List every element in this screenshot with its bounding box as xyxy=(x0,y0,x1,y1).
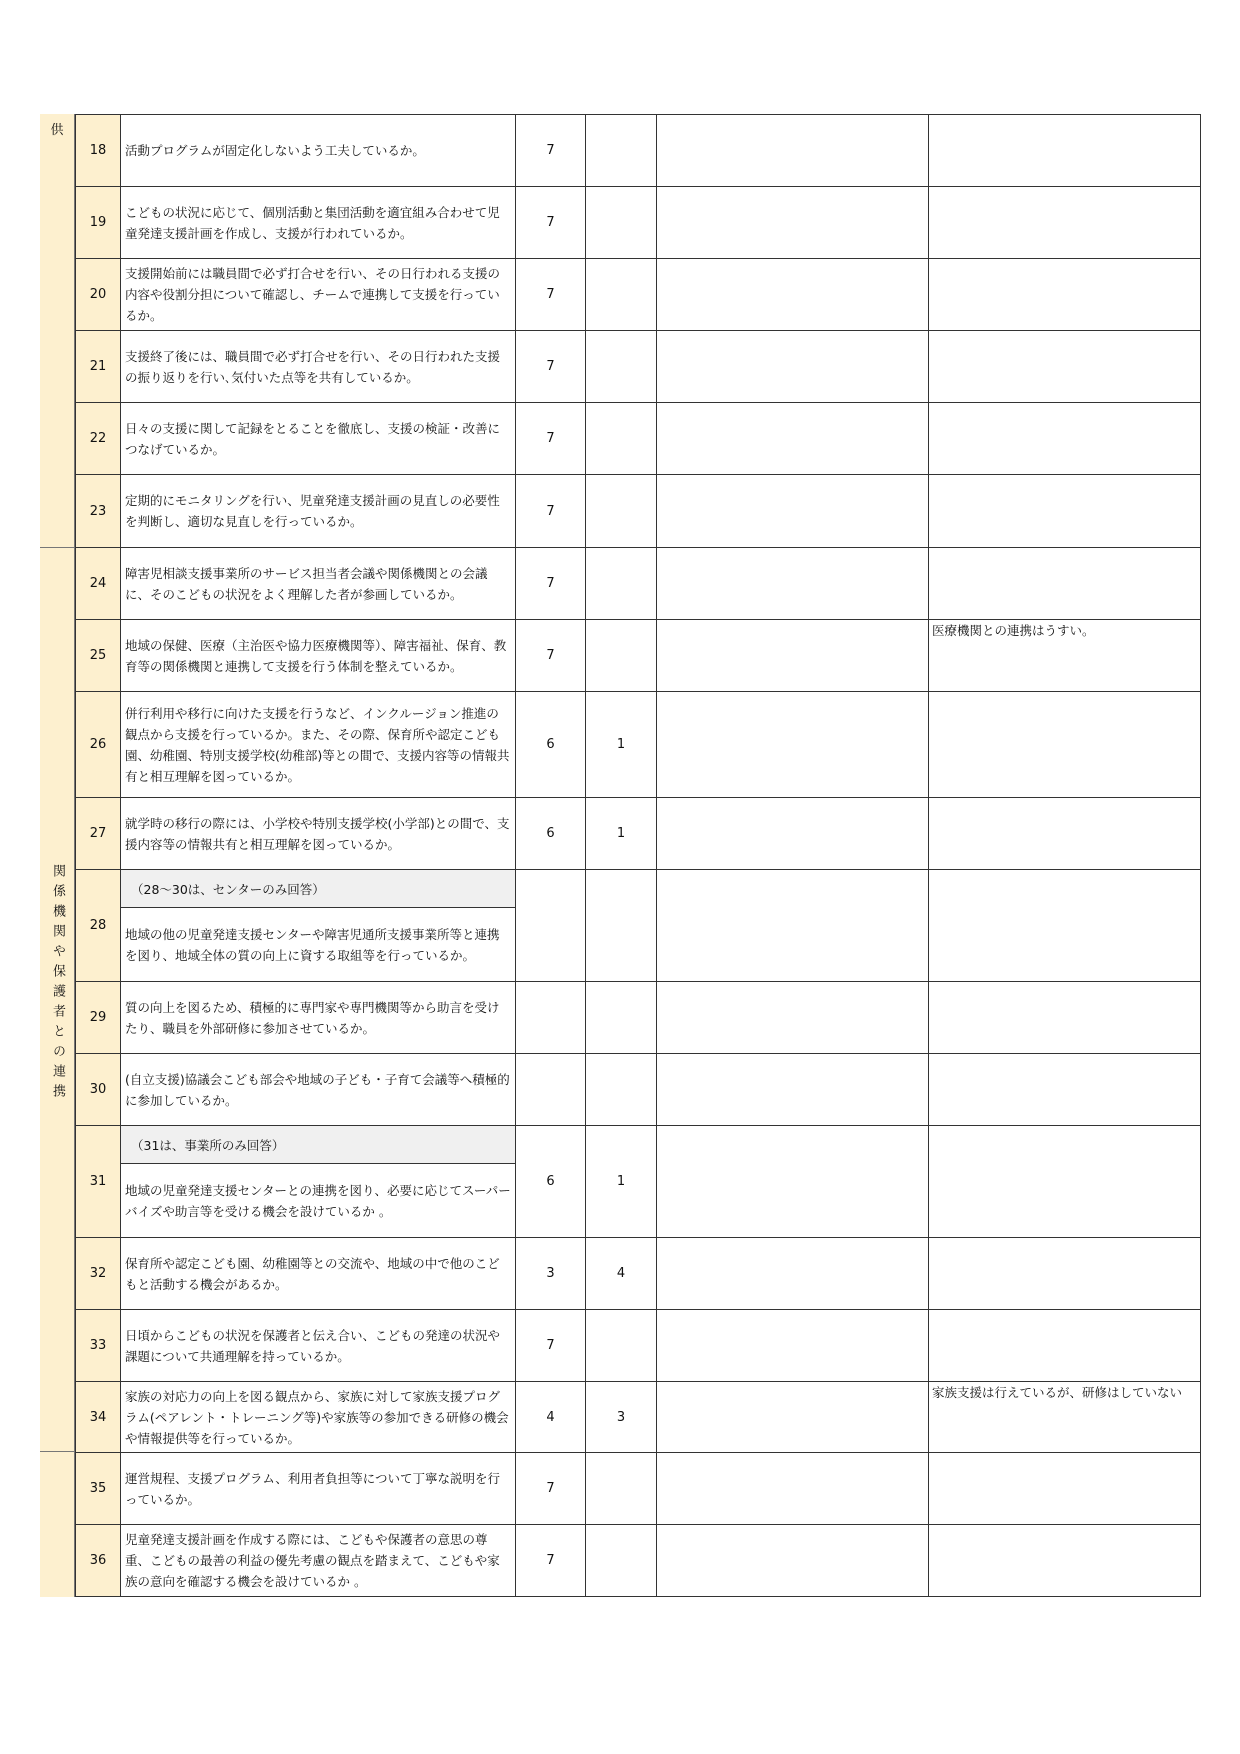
row-27-comment xyxy=(928,797,1201,870)
row-26-blank xyxy=(656,691,929,798)
row-28-blank xyxy=(656,869,929,982)
row-28-comment xyxy=(928,869,1201,982)
row-31-no: 1 xyxy=(585,1125,657,1238)
row-21-question xyxy=(120,330,516,403)
row-23-comment xyxy=(928,474,1201,548)
row-20-number: 20 xyxy=(75,258,121,331)
row-20-question xyxy=(120,258,516,331)
row-32-blank xyxy=(656,1237,929,1310)
row-19-comment xyxy=(928,186,1201,259)
row-23-question-text: 定期的にモニタリングを行い、児童発達支援計画の見直しの必要性を判断し、適切な見直しを行っているか。 xyxy=(125,493,500,529)
row-22-yes: 7 xyxy=(515,402,586,475)
section-label-support: 供 xyxy=(50,123,64,138)
row-34-question-text: 家族の対応力の向上を図る観点から、家族に対して家族支援プログラム(ペアレント・トレーニング等)や家族等の参加できる研修の機会や情報提供等を行っているか。 xyxy=(125,1388,509,1446)
row-21-number: 21 xyxy=(75,330,121,403)
row-35-no xyxy=(585,1452,657,1525)
row-31-question xyxy=(120,1163,516,1238)
row-27-blank xyxy=(656,797,929,870)
row-29-question-text: 質の向上を図るため、積極的に専門家や専門機関等から助言を受けたり、職員を外部研修に参加させているか。 xyxy=(125,999,500,1036)
row-29-question xyxy=(120,981,516,1054)
row-21-comment xyxy=(928,330,1201,403)
row-31-number: 31 xyxy=(75,1125,121,1238)
row-32-number: 32 xyxy=(75,1237,121,1310)
row-30-no xyxy=(585,1053,657,1126)
row-19-question-text: こどもの状況に応じて、個別活動と集団活動を適宜組み合わせて児童発達支援計画を作成し、支援が行われているか。 xyxy=(125,204,500,241)
row-27-yes: 6 xyxy=(515,797,586,870)
row-35-comment xyxy=(928,1452,1201,1525)
row-29-number: 29 xyxy=(75,981,121,1054)
row-20-question-text: 支援開始前には職員間で必ず打合せを行い、その日行われる支援の内容や役割分担について確認し、チームで連携して支援を行っているか。 xyxy=(125,266,501,323)
row-19-number: 19 xyxy=(75,186,121,259)
row-36-question-text: 児童発達支援計画を作成する際には、こどもや保護者の意思の尊重、こどもの最善の利益の優先考慮の観点を踏まえて、こどもや家族の意向を確認する機会を設けているか 。 xyxy=(125,1532,500,1589)
row-21-blank xyxy=(656,330,929,403)
row-22-blank xyxy=(656,402,929,475)
row-36-yes: 7 xyxy=(515,1524,586,1597)
row-36-comment xyxy=(928,1524,1201,1597)
row-23-question xyxy=(120,474,516,548)
row-19-blank xyxy=(656,186,929,259)
row-32-yes: 3 xyxy=(515,1237,586,1310)
row-20-no xyxy=(585,258,657,331)
row-18-comment xyxy=(928,114,1201,187)
row-29-comment xyxy=(928,981,1201,1054)
row-23-no xyxy=(585,474,657,548)
row-27-question xyxy=(120,797,516,870)
row-18-no xyxy=(585,114,657,187)
row-34-no: 3 xyxy=(585,1381,657,1453)
row-28-question xyxy=(120,907,516,982)
section-cell-support xyxy=(40,114,75,547)
row-27-number: 27 xyxy=(75,797,121,870)
row-34-number: 34 xyxy=(75,1381,121,1453)
row-24-blank xyxy=(656,547,929,620)
row-26-number: 26 xyxy=(75,691,121,798)
row-29-blank xyxy=(656,981,929,1054)
row-34-question xyxy=(120,1381,516,1453)
row-33-blank xyxy=(656,1309,929,1382)
row-28-note: （28～30は、センターのみ回答） xyxy=(120,869,516,908)
row-30-question xyxy=(120,1053,516,1126)
row-24-question-text: 障害児相談支援事業所のサービス担当者会議や関係機関との会議に、そのこどもの状況をよく理解した者が参画しているか。 xyxy=(125,565,488,602)
row-21-yes: 7 xyxy=(515,330,586,403)
row-18-question xyxy=(120,114,516,187)
row-25-question xyxy=(120,619,516,692)
row-24-comment xyxy=(928,547,1201,620)
row-36-blank xyxy=(656,1524,929,1597)
row-36-no xyxy=(585,1524,657,1597)
row-25-no xyxy=(585,619,657,692)
section-label-cooperation xyxy=(40,864,74,1104)
row-35-question xyxy=(120,1452,516,1525)
row-33-question xyxy=(120,1309,516,1382)
row-28-number: 28 xyxy=(75,869,121,982)
row-21-question-text: 支援終了後には、職員間で必ず打合せを行い、その日行われた支援の振り返りを行い､気付いた点等を共有しているか。 xyxy=(125,348,501,385)
row-22-no xyxy=(585,402,657,475)
row-32-question-text: 保育所や認定こども園、幼稚園等との交流や、地域の中で他のこどもと活動する機会があるか。 xyxy=(125,1255,500,1292)
row-20-yes: 7 xyxy=(515,258,586,331)
row-26-no: 1 xyxy=(585,691,657,798)
row-18-number: 18 xyxy=(75,114,121,187)
row-20-blank xyxy=(656,258,929,331)
row-36-question xyxy=(120,1524,516,1597)
row-25-question-text: 地域の保健、医療（主治医や協力医療機関等）、障害福祉、保育、教育等の関係機関と連携して支援を行う体制を整えているか。 xyxy=(125,637,507,674)
row-22-question xyxy=(120,402,516,475)
row-22-question-text: 日々の支援に関して記録をとることを徹底し、支援の検証・改善につなげているか。 xyxy=(125,420,501,457)
row-24-question xyxy=(120,547,516,620)
row-32-comment xyxy=(928,1237,1201,1310)
row-27-question-text: 就学時の移行の際には、小学校や特別支援学校(小学部)との間で、支援内容等の情報共有と相互理解を図っているか。 xyxy=(125,815,510,852)
row-18-yes: 7 xyxy=(515,114,586,187)
row-30-question-text: (自立支援)協議会こども部会や地域の子ども・子育て会議等へ積極的に参加しているか。 xyxy=(125,1071,510,1108)
row-22-number: 22 xyxy=(75,402,121,475)
row-25-yes: 7 xyxy=(515,619,586,692)
row-34-comment: 家族支援は行えているが、研修はしていない xyxy=(928,1381,1201,1453)
row-35-blank xyxy=(656,1452,929,1525)
row-30-yes xyxy=(515,1053,586,1126)
row-33-yes: 7 xyxy=(515,1309,586,1382)
row-25-blank xyxy=(656,619,929,692)
row-31-yes: 6 xyxy=(515,1125,586,1238)
row-26-question xyxy=(120,691,516,798)
section-cell-cooperation xyxy=(40,548,75,1451)
row-35-yes: 7 xyxy=(515,1452,586,1525)
row-36-number: 36 xyxy=(75,1524,121,1597)
row-29-no xyxy=(585,981,657,1054)
row-28-yes xyxy=(515,869,586,982)
row-31-note: （31は、事業所のみ回答） xyxy=(120,1125,516,1164)
row-28-no xyxy=(585,869,657,982)
row-29-yes xyxy=(515,981,586,1054)
row-33-comment xyxy=(928,1309,1201,1382)
row-26-yes: 6 xyxy=(515,691,586,798)
row-33-no xyxy=(585,1309,657,1382)
row-31-blank xyxy=(656,1125,929,1238)
row-35-number: 35 xyxy=(75,1452,121,1525)
section-cell-explanation xyxy=(40,1452,75,1597)
row-33-question-text: 日頃からこどもの状況を保護者と伝え合い、こどもの発達の状況や課題について共通理解を持っているか。 xyxy=(125,1327,501,1364)
row-31-question-text: 地域の児童発達支援センターとの連携を図り、必要に応じてスーパーバイズや助言等を受ける機会を設けているか 。 xyxy=(125,1182,511,1219)
row-18-blank xyxy=(656,114,929,187)
row-19-question xyxy=(120,186,516,259)
row-32-no: 4 xyxy=(585,1237,657,1310)
row-30-number: 30 xyxy=(75,1053,121,1126)
row-28-question-text: 地域の他の児童発達支援センターや障害児通所支援事業所等と連携を図り、地域全体の質の向上に資する取組等を行っているか。 xyxy=(125,926,500,963)
row-24-number: 24 xyxy=(75,547,121,620)
row-19-yes: 7 xyxy=(515,186,586,259)
row-26-question-text: 併行利用や移行に向けた支援を行うなど、インクルージョン推進の観点から支援を行っているか。また、その際、保育所や認定こども園、幼稚園、特別支援学校(幼稚部)等との間で、支援内容等の情報共有と相互理解を図っているか。 xyxy=(125,705,510,784)
row-25-number: 25 xyxy=(75,619,121,692)
row-25-comment: 医療機関との連携はうすい。 xyxy=(928,619,1201,692)
row-19-no xyxy=(585,186,657,259)
row-23-yes: 7 xyxy=(515,474,586,548)
row-32-question xyxy=(120,1237,516,1310)
row-18-question-text: 活動プログラムが固定化しないよう工夫しているか。 xyxy=(125,143,425,158)
row-23-number: 23 xyxy=(75,474,121,548)
row-34-blank xyxy=(656,1381,929,1453)
row-27-no: 1 xyxy=(585,797,657,870)
row-30-comment xyxy=(928,1053,1201,1126)
row-23-blank xyxy=(656,474,929,548)
row-24-no xyxy=(585,547,657,620)
row-21-no xyxy=(585,330,657,403)
row-26-comment xyxy=(928,691,1201,798)
row-34-yes: 4 xyxy=(515,1381,586,1453)
row-31-comment xyxy=(928,1125,1201,1238)
row-33-number: 33 xyxy=(75,1309,121,1382)
row-35-question-text: 運営規程、支援プログラム、利用者負担等について丁寧な説明を行っているか。 xyxy=(125,1470,501,1507)
row-22-comment xyxy=(928,402,1201,475)
row-20-comment xyxy=(928,258,1201,331)
row-24-yes: 7 xyxy=(515,547,586,620)
row-30-blank xyxy=(656,1053,929,1126)
section-label-text: 関係機関や保護者との連携 xyxy=(50,864,65,1104)
